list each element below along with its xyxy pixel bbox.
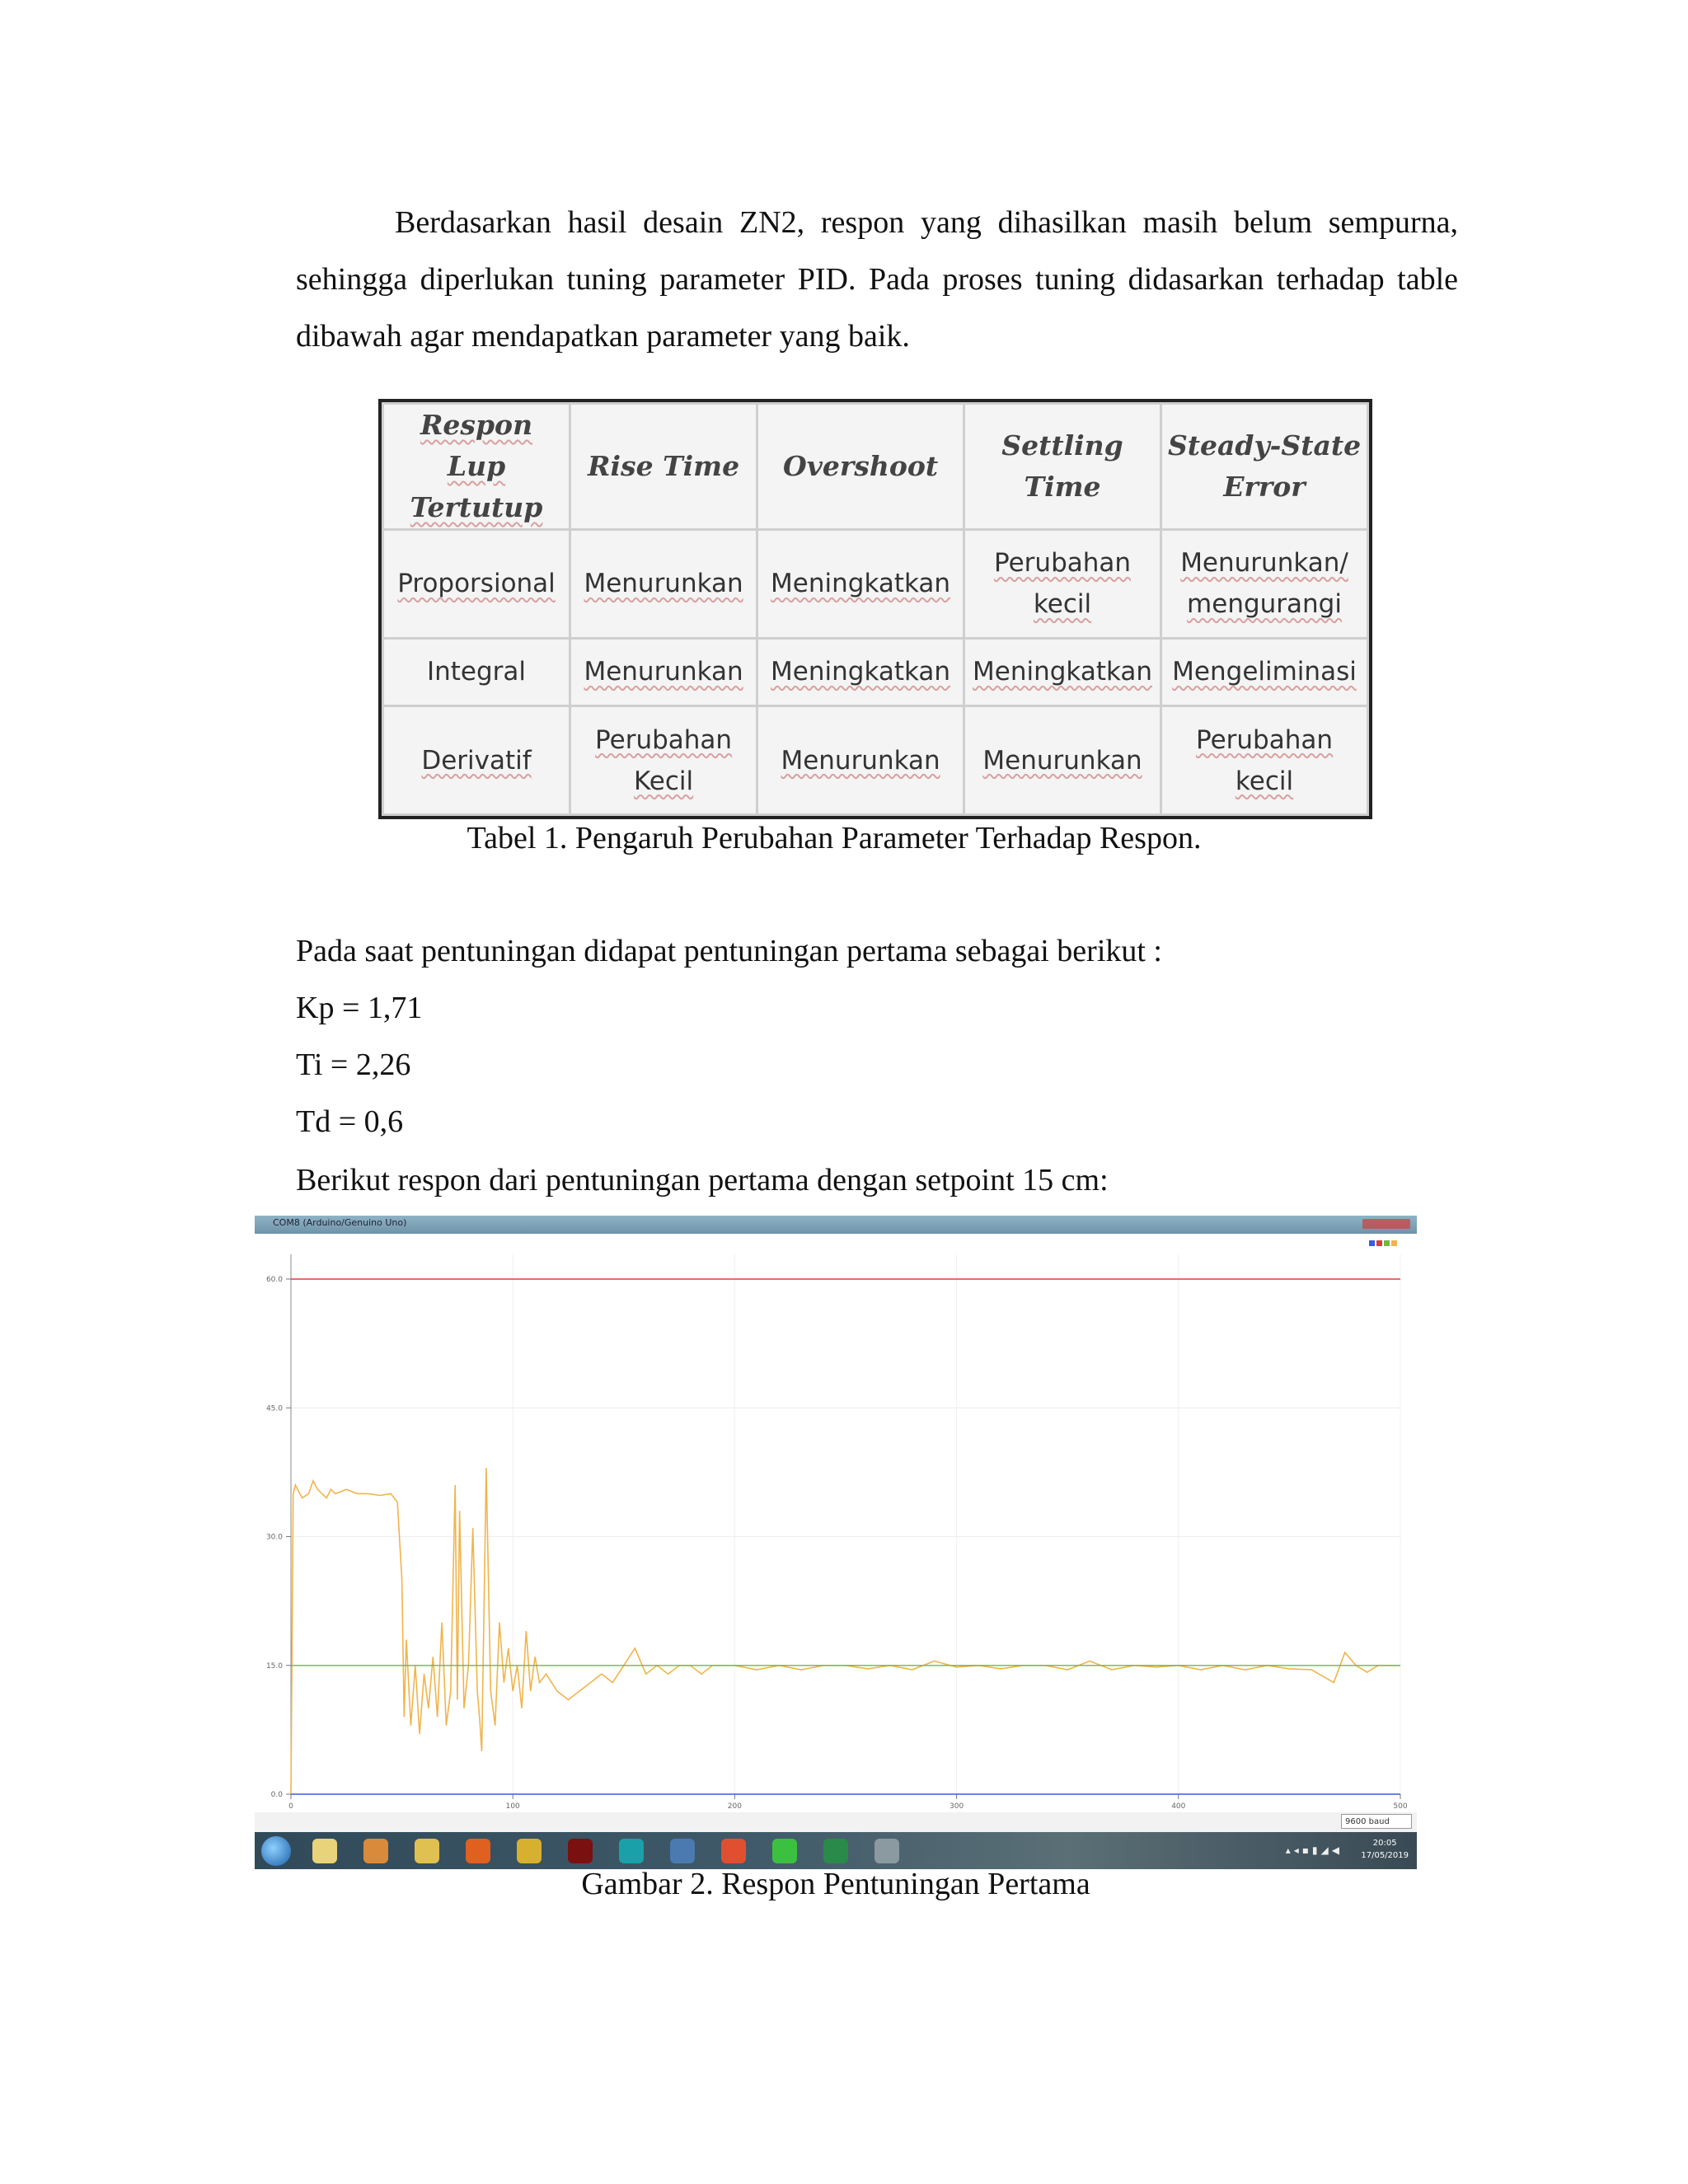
- window-controls[interactable]: [1362, 1219, 1410, 1229]
- table-cell: Meningkatkan: [757, 638, 964, 705]
- start-button-icon[interactable]: [261, 1836, 291, 1866]
- legend-swatch: [1391, 1240, 1397, 1246]
- table-cell: Proporsional: [383, 530, 570, 639]
- table-cell: Meningkatkan: [964, 638, 1161, 705]
- header-cell: Rise Time: [570, 404, 757, 530]
- legend-swatch: [1384, 1240, 1390, 1246]
- table-header-row: [383, 404, 1368, 530]
- firefox-icon[interactable]: [466, 1839, 490, 1863]
- table-cell: Integral: [383, 638, 570, 705]
- x-tick-label: 0: [288, 1802, 293, 1811]
- excel-icon[interactable]: [823, 1839, 848, 1863]
- x-tick-label: 200: [727, 1802, 742, 1811]
- table-cell: Perubahan kecil: [1161, 706, 1368, 815]
- plotter-statusbar: [255, 1812, 1417, 1832]
- y-tick-label: 45.0: [265, 1404, 283, 1413]
- system-tray-icons[interactable]: ▴◂▪▮◢◀: [1285, 1844, 1343, 1856]
- window-title: COM8 (Arduino/Genuino Uno): [273, 1217, 407, 1228]
- table-cell: Menurunkan: [757, 706, 964, 815]
- table-cell: Menurunkan: [570, 638, 757, 705]
- y-tick-label: 0.0: [270, 1791, 283, 1799]
- baud-select[interactable]: 9600 baud: [1341, 1814, 1412, 1829]
- figure-intro: Berikut respon dari pentuningan pertama dengan setpoint 15 cm:: [296, 1163, 1109, 1197]
- media-player-icon[interactable]: [415, 1839, 439, 1863]
- x-tick-label: 300: [950, 1802, 964, 1811]
- param-td: Td = 0,6: [296, 1104, 404, 1139]
- table-cell: Mengeliminasi: [1161, 638, 1368, 705]
- x-tick-label: 500: [1393, 1802, 1408, 1811]
- network-icon[interactable]: [670, 1839, 695, 1863]
- legend-swatch: [1369, 1240, 1375, 1246]
- line-chat-icon[interactable]: [772, 1839, 797, 1863]
- table-row: [383, 706, 1368, 815]
- x-tick-label: 400: [1171, 1802, 1186, 1811]
- header-cell: Overshoot: [757, 404, 964, 530]
- header-cell: Respon Lup Tertutup: [383, 404, 570, 530]
- y-tick-label: 30.0: [265, 1533, 283, 1542]
- legend-swatch: [1376, 1240, 1382, 1246]
- file-explorer-icon[interactable]: [312, 1839, 337, 1863]
- y-tick-label: 60.0: [265, 1276, 283, 1284]
- window-titlebar: [255, 1216, 1417, 1234]
- table-row: [383, 530, 1368, 639]
- pdf-reader-icon[interactable]: [721, 1839, 746, 1863]
- tuning-intro: Pada saat pentuningan didapat pentuningan pertama sebagai berikut :: [296, 934, 1162, 968]
- series-line-2: [291, 1468, 1400, 1794]
- taskbar: [255, 1832, 1417, 1869]
- table-row: [383, 638, 1368, 705]
- x-tick-label: 100: [505, 1802, 520, 1811]
- header-cell: Settling Time: [964, 404, 1161, 530]
- figure-caption: Gambar 2. Respon Pentuningan Pertama: [581, 1867, 1090, 1901]
- table-cell: Menurunkan/ mengurangi: [1161, 530, 1368, 639]
- serial-plot: [255, 1234, 1417, 1812]
- table-cell: Derivatif: [383, 706, 570, 815]
- app-icon[interactable]: [568, 1839, 593, 1863]
- paragraph-intro: Berdasarkan hasil desain ZN2, respon yang dihasilkan masih belum sempurna, sehingga diperlukan tuning parameter PID. Pada proses tuning didasarkan terhadap table dibawah agar mendapatkan parameter yang baik.: [296, 205, 1458, 354]
- table-cell: Perubahan kecil: [964, 530, 1161, 639]
- y-tick-label: 15.0: [265, 1661, 283, 1671]
- param-ti: Ti = 2,26: [296, 1047, 411, 1082]
- chrome-icon[interactable]: [517, 1839, 542, 1863]
- media-icon[interactable]: [363, 1839, 388, 1863]
- app-icon[interactable]: [874, 1839, 899, 1863]
- table-cell: Menurunkan: [570, 530, 757, 639]
- table-cell: Menurunkan: [964, 706, 1161, 815]
- table-caption: Tabel 1. Pengaruh Perubahan Parameter Terhadap Respon.: [467, 821, 1202, 855]
- table-cell: Meningkatkan: [757, 530, 964, 639]
- table-cell: Perubahan Kecil: [570, 706, 757, 815]
- header-cell: Steady-State Error: [1161, 404, 1368, 530]
- serial-plotter-screenshot: [255, 1216, 1417, 1869]
- taskbar-clock: 20:05 17/05/2019: [1361, 1839, 1409, 1860]
- arduino-icon[interactable]: [619, 1839, 644, 1863]
- pid-effects-table: [378, 399, 1372, 819]
- param-kp: Kp = 1,71: [296, 991, 423, 1025]
